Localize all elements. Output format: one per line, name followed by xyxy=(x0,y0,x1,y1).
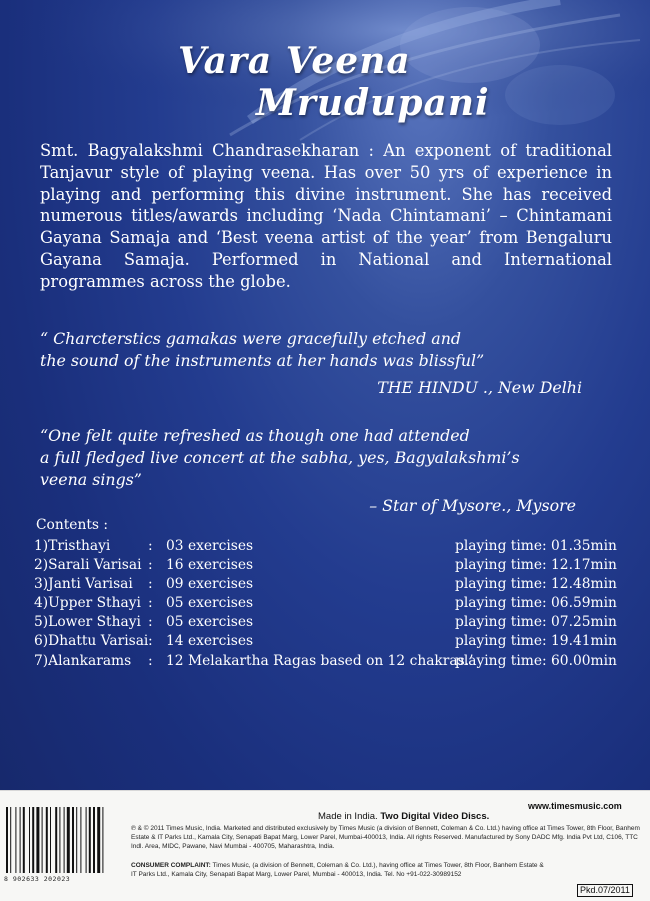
barcode-bar xyxy=(76,807,77,873)
consumer-complaint xyxy=(131,862,551,880)
barcode-bar xyxy=(36,807,39,873)
barcode-bar xyxy=(6,807,8,873)
quote-line: a full fledged live concert at the sabha, yes, Bagyalakshmi’s xyxy=(40,448,520,467)
item-description: 03 exercises xyxy=(166,538,254,554)
barcode-bar xyxy=(93,807,95,873)
item-name: 7)Alankarams xyxy=(34,652,132,669)
barcode-bar xyxy=(64,807,65,873)
contents-item xyxy=(34,576,644,595)
review-quote-hindu xyxy=(40,328,620,372)
item-name: 5)Lower Sthayi xyxy=(34,614,141,631)
made-in-line xyxy=(318,811,489,822)
item-playing-time: playing time: 12.17min xyxy=(455,557,617,574)
barcode-bar xyxy=(59,807,60,873)
complaint-label: CONSUMER COMPLAINT: xyxy=(131,862,211,869)
complaint-text: Times Music, (a division of Bennett, Coleman & Co. Ltd.), having office at Times Tower, 8th Floor, Banhem Estate & IT Parks Ltd., Kamala City, Senapati Bapat Marg, Lower Parel, Mumbai - 400013, India. Tel. No +91-022-30989152 xyxy=(131,862,544,878)
item-colon: : xyxy=(148,652,153,669)
barcode-bar xyxy=(46,807,48,873)
quote-line: “ Charcterstics gamakas were gracefully etched and xyxy=(40,329,461,348)
contents-item xyxy=(34,595,644,614)
item-playing-time: playing time: 60.00min xyxy=(455,652,617,669)
barcode-bar xyxy=(72,807,74,873)
item-colon: : xyxy=(148,538,153,554)
item-description: 05 exercises xyxy=(166,614,254,631)
item-playing-time: playing time: 12.48min xyxy=(455,576,617,593)
quote-line: veena sings” xyxy=(40,470,142,489)
barcode xyxy=(4,807,126,873)
item-playing-time: playing time: 19.41min xyxy=(455,633,617,650)
barcode-bar xyxy=(29,807,30,873)
barcode-bar xyxy=(102,807,103,873)
contents-item xyxy=(34,614,644,633)
barcode-bar xyxy=(86,807,87,873)
contents-heading: Contents : xyxy=(36,517,109,533)
website-link[interactable]: www.timesmusic.com xyxy=(528,801,622,811)
item-playing-time: playing time: 01.35min xyxy=(455,538,617,554)
contents-item xyxy=(34,633,644,652)
item-description: 14 exercises xyxy=(166,633,254,650)
item-colon: : xyxy=(148,633,153,650)
barcode-number: 8 902633 202023 xyxy=(4,875,71,883)
packed-date: Pkd.07/2011 xyxy=(577,884,633,897)
item-description: 12 Melakartha Ragas based on 12 chakras.’ xyxy=(166,652,474,669)
item-playing-time: playing time: 06.59min xyxy=(455,595,617,612)
barcode-bar xyxy=(50,807,51,873)
item-name: 1)Tristhayi xyxy=(34,538,111,554)
quote-line: “One felt quite refreshed as though one had attended xyxy=(40,426,470,445)
item-description: 05 exercises xyxy=(166,595,254,612)
quote-line: the sound of the instruments at her hands was blissful” xyxy=(40,351,485,370)
barcode-bar xyxy=(32,807,34,873)
album-title-line2: Mrudupani xyxy=(256,82,490,124)
item-name: 3)Janti Varisai xyxy=(34,576,133,593)
item-description: 09 exercises xyxy=(166,576,254,593)
quote-source-star-of-mysore: – Star of Mysore., Mysore xyxy=(369,496,576,515)
footer-panel xyxy=(0,790,650,901)
item-description: 16 exercises xyxy=(166,557,254,574)
barcode-bar xyxy=(23,807,25,873)
quote-source-hindu: THE HINDU ., New Delhi xyxy=(377,378,582,397)
item-colon: : xyxy=(148,576,153,593)
item-name: 6)Dhattu Varisai xyxy=(34,633,149,650)
disc-count-text: Two Digital Video Discs. xyxy=(380,811,490,822)
contents-item xyxy=(34,538,644,557)
barcode-bar xyxy=(10,807,11,873)
barcode-bar xyxy=(15,807,16,873)
made-in-text: Made in India. xyxy=(318,811,378,822)
barcode-bar xyxy=(55,807,57,873)
barcode-bar xyxy=(89,807,91,873)
item-colon: : xyxy=(148,557,153,574)
contents-item xyxy=(34,653,644,672)
review-quote-star-of-mysore xyxy=(40,425,600,491)
barcode-bar xyxy=(20,807,21,873)
legal-notice: ℗ & © 2011 Times Music, India. Marketed and distributed exclusively by Times Music (a division of Bennett, Coleman & Co. Ltd.) having office at Times Tower, 8th Floor, Banhem Estate & IT Parks Ltd., Kamala City, Senapati Bapat Marg, Lower Parel, Mumbai-400013, India. All rights Reserved. Manufactured by Sony DADC Mfg. India Pvt Ltd, C106, TTC Indl. Area, MIDC, Pawane, Navi Mumbai - 400705, Maharashtra, India. xyxy=(131,825,640,850)
item-colon: : xyxy=(148,614,153,631)
item-name: 2)Sarali Varisai xyxy=(34,557,142,574)
item-name: 4)Upper Sthayi xyxy=(34,595,141,612)
contents-list xyxy=(34,538,644,672)
barcode-bar xyxy=(42,807,43,873)
item-colon: : xyxy=(148,595,153,612)
album-title-line1: Vara Veena xyxy=(178,40,411,82)
artist-bio: Smt. Bagyalakshmi Chandrasekharan : An exponent of traditional Tanjavur style of playing veena. Has over 50 yrs of experience in playing and performing this divine instrument. She has received numerous titles/awards including ‘Nada Chintamani’ – Chintamani Gayana Samaja and ‘Best veena artist of the year’ from Bengaluru Gayana Samaja. Performed in National and International programmes across the globe. xyxy=(40,141,612,291)
contents-item xyxy=(34,557,644,576)
barcode-bar xyxy=(80,807,81,873)
item-playing-time: playing time: 07.25min xyxy=(455,614,617,631)
barcode-bar xyxy=(67,807,70,873)
barcode-bar xyxy=(97,807,100,873)
